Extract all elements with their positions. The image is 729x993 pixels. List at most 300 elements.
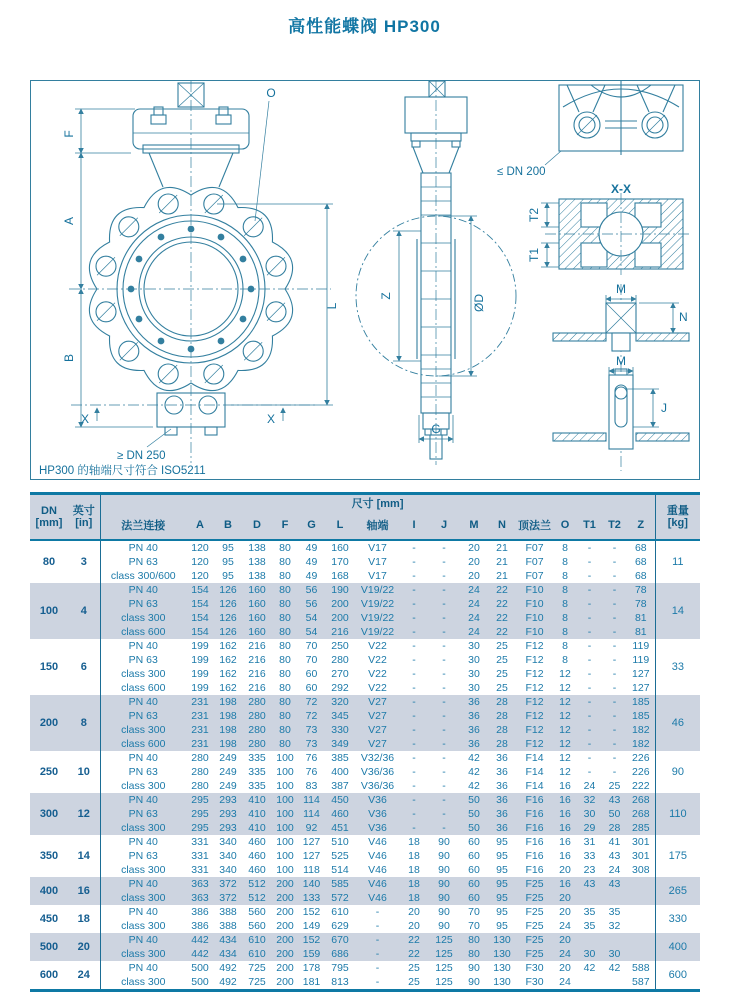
bolt-hole-tick (97, 303, 115, 321)
cell-value: 168 (331, 570, 349, 582)
cell-value: 133 (298, 891, 325, 905)
cell-value: - (442, 640, 446, 652)
cell-value: 36 (488, 807, 516, 821)
cell-value: 29 (577, 821, 602, 835)
cell-value: 95 (222, 570, 234, 582)
cell-value: 20 (468, 542, 480, 554)
cell-flange-connection: class 300 (100, 667, 186, 681)
cell-value: - (612, 542, 617, 554)
cell-flange-connection: class 300/600 (100, 569, 186, 583)
cell-value: 50 (602, 807, 627, 821)
cell-inch: 12 (68, 793, 100, 835)
cell-value: - (587, 556, 592, 568)
cell-value: 280 (242, 723, 272, 737)
cell-value: 127 (632, 682, 650, 694)
cell-value: 199 (191, 668, 209, 680)
cell-flange-connection: PN 63 (100, 597, 186, 611)
cell-value (577, 891, 602, 905)
cell-value: 610 (331, 906, 349, 918)
cell-flange-connection: class 300 (100, 947, 186, 961)
cell-inch: 6 (80, 661, 87, 673)
cell-value: 24 (460, 597, 488, 611)
bolt-hole-tick (267, 257, 285, 275)
cell-value: 185 (627, 695, 655, 709)
cell-value: 22 (488, 597, 516, 611)
cell-value: 18 (408, 836, 420, 848)
table-row (30, 723, 700, 737)
cell-value: 159 (298, 947, 325, 961)
cell-value: 120 (191, 570, 209, 582)
cell-value: 90 (428, 891, 460, 905)
col-header-d: D (242, 511, 272, 540)
cell-flange-connection: PN 40 (100, 793, 186, 807)
cell-value: - (400, 723, 428, 737)
cell-flange-connection: class 600 (100, 681, 186, 695)
cell-flange-connection: PN 40 (100, 877, 186, 891)
cell-value: 154 (186, 611, 214, 625)
cell-flange-connection: PN 40 (100, 751, 186, 765)
cell-value: 178 (302, 962, 321, 974)
cell-value: 95 (496, 864, 508, 876)
cell-value: 35 (583, 920, 596, 932)
col-header-weight: 重量 [kg] (655, 494, 700, 541)
table-row (30, 863, 700, 877)
cell-flange-connection: PN 40 (100, 905, 186, 919)
cell-value: V17 (368, 556, 387, 568)
col-header-size-mm: 尺寸 [mm] (100, 494, 655, 512)
col-header-l: L (325, 511, 355, 540)
cell-value: 216 (248, 654, 266, 666)
cell-value: F14 (525, 766, 544, 778)
cell-value: 154 (186, 583, 214, 597)
cell-value: 160 (242, 597, 272, 611)
cell-value: V22 (368, 654, 387, 666)
cell-value: 127 (632, 668, 650, 680)
cell-value: V22 (368, 668, 387, 680)
cell-value: 60 (460, 877, 488, 891)
cell-value: 20 (553, 891, 577, 905)
col-header-t1: T1 (577, 511, 602, 540)
cell-value: - (375, 920, 380, 932)
cell-value: V17 (368, 570, 387, 582)
shaft-detail-n (553, 282, 689, 357)
technical-drawing-panel (30, 80, 700, 480)
cell-value: - (577, 709, 602, 723)
cell-value: 30 (602, 947, 627, 961)
cell-value: V22 (368, 640, 387, 652)
cell-value: 199 (191, 654, 209, 666)
seat-bolt-dot (158, 234, 165, 241)
bolt-hole-tick (267, 303, 285, 321)
cell-value: - (602, 723, 627, 737)
dim-label-dia-d: ØD (472, 294, 486, 312)
seat-bolt-dot (248, 286, 255, 293)
cell-value: 125 (435, 976, 453, 988)
cell-value: 270 (331, 668, 349, 680)
cell-value: 387 (331, 780, 349, 792)
cell-value: - (428, 723, 460, 737)
section-xx (527, 182, 691, 275)
cell-value: 25 (496, 682, 508, 694)
valve-drawing (31, 81, 698, 478)
cell-value: - (612, 682, 617, 694)
cell-value: 331 (191, 850, 209, 862)
cell-value: 385 (331, 752, 349, 764)
cell-value: 725 (248, 976, 266, 988)
cell-value: 280 (331, 654, 349, 666)
cell-dn: 300 (30, 793, 68, 835)
cell-value: 126 (214, 625, 242, 639)
cell-value: 90 (438, 836, 450, 848)
cell-value: 68 (634, 556, 647, 568)
cell-value: 28 (488, 695, 516, 709)
cell-value: F25 (525, 920, 544, 932)
cell-value: 514 (331, 864, 349, 876)
cell-value: 22 (488, 583, 516, 597)
section-mark-x-right: X (266, 412, 276, 426)
cell-flange-connection: PN 40 (100, 933, 186, 947)
cell-value: 81 (627, 625, 655, 639)
cell-value: - (400, 807, 428, 821)
cell-value: 41 (608, 836, 621, 848)
col-header-o: O (553, 511, 577, 540)
cell-value: 54 (298, 611, 325, 625)
cell-value: F25 (516, 891, 553, 905)
cell-value: 21 (496, 542, 508, 554)
cell-value: 500 (191, 962, 209, 974)
cell-weight: 33 (655, 639, 700, 695)
cell-value: - (400, 737, 428, 751)
cell-value: 335 (248, 780, 266, 792)
cell-value: 8 (553, 583, 577, 597)
cell-flange-connection: PN 63 (100, 555, 186, 569)
cell-value: 190 (325, 583, 355, 597)
cell-dn: 450 (39, 913, 59, 925)
cell-value: 450 (325, 793, 355, 807)
cell-value: 73 (298, 737, 325, 751)
cell-value: 492 (219, 962, 237, 974)
cell-value: 400 (331, 766, 349, 778)
cell-value: 20 (468, 570, 480, 582)
cell-value: F16 (516, 793, 553, 807)
front-view (39, 81, 339, 477)
cell-value: - (412, 766, 416, 778)
table-row (30, 849, 700, 863)
cell-value: 512 (242, 891, 272, 905)
cell-value: - (428, 611, 460, 625)
cell-value: V46 (355, 891, 400, 905)
cell-value: - (355, 947, 400, 961)
cell-value: 200 (276, 920, 294, 932)
cell-value: 80 (272, 597, 298, 611)
cell-value: 182 (627, 737, 655, 751)
cell-value: 114 (298, 793, 325, 807)
cell-value: 125 (428, 947, 460, 961)
cell-value: 200 (276, 976, 294, 988)
note-dn250: ≥ DN 250 (117, 450, 166, 462)
cell-flange-connection: PN 63 (100, 709, 186, 723)
cell-flange-connection: class 300 (100, 779, 186, 793)
cell-value: 80 (460, 947, 488, 961)
cell-value: 56 (298, 597, 325, 611)
cell-value: 70 (468, 920, 480, 932)
cell-value: 162 (219, 682, 237, 694)
cell-value: 268 (627, 807, 655, 821)
cell-value: 250 (331, 640, 349, 652)
cell-value: V19/22 (355, 597, 400, 611)
cell-inch: 10 (77, 766, 90, 778)
col-header-topflange: 顶法兰 (516, 511, 553, 540)
cell-value: 25 (496, 640, 508, 652)
lug-detail (497, 81, 683, 178)
cell-flange-connection: PN 40 (100, 695, 186, 709)
cell-value: V27 (355, 709, 400, 723)
table-row (30, 793, 700, 807)
cell-value: 95 (488, 877, 516, 891)
table-row (30, 639, 700, 653)
dim-label-b: B (62, 353, 76, 363)
table-row (30, 751, 700, 765)
col-header-b: B (214, 511, 242, 540)
cell-value: 280 (242, 709, 272, 723)
cell-flange-connection: PN 40 (100, 583, 186, 597)
cell-value: 126 (214, 597, 242, 611)
cell-value: 8 (553, 597, 577, 611)
cell-value (627, 947, 655, 961)
dim-label-g: G (431, 422, 441, 436)
cell-value: 345 (325, 709, 355, 723)
cell-value: - (442, 752, 446, 764)
cell-value: - (412, 682, 416, 694)
cell-value: 80 (272, 611, 298, 625)
cell-value: 24 (460, 583, 488, 597)
cell-value: 23 (583, 864, 596, 876)
cell-value: 410 (242, 807, 272, 821)
cell-value: 56 (298, 583, 325, 597)
dim-label-t1: T1 (527, 247, 541, 263)
cell-weight: 400 (655, 933, 700, 961)
cell-value: 152 (302, 906, 321, 918)
section-title-xx: X-X (610, 182, 632, 196)
cell-value: - (442, 682, 446, 694)
bolt-hole-tick (244, 218, 262, 236)
table-row (30, 667, 700, 681)
cell-value: - (412, 556, 416, 568)
cell-value: 22 (400, 933, 428, 947)
cell-value: 90 (468, 962, 480, 974)
cell-value: 81 (627, 611, 655, 625)
cell-value: 21 (496, 570, 508, 582)
cell-value: - (428, 597, 460, 611)
cell-value: 154 (186, 625, 214, 639)
cell-value: - (602, 597, 627, 611)
cell-value: 372 (214, 877, 242, 891)
cell-value: 43 (602, 877, 627, 891)
cell-value: 280 (191, 752, 209, 764)
cell-inch: 16 (68, 877, 100, 905)
cell-value: 42 (583, 962, 596, 974)
cell-value: 12 (553, 723, 577, 737)
cell-value: 138 (248, 570, 266, 582)
cell-value: - (602, 709, 627, 723)
cell-value: 25 (496, 668, 508, 680)
cell-value: - (375, 962, 380, 974)
dimension-table-wrap (30, 492, 700, 992)
dim-label-a: A (62, 216, 76, 226)
cell-value: 95 (488, 891, 516, 905)
cell-value: 70 (305, 640, 318, 652)
cell-value: 70 (468, 906, 480, 918)
cell-value: 78 (627, 597, 655, 611)
cell-value: 198 (214, 709, 242, 723)
cell-value: 386 (191, 906, 209, 918)
cell-value: 12 (559, 668, 571, 680)
cell-value: 198 (214, 695, 242, 709)
cell-value: 231 (186, 709, 214, 723)
cell-dn: 150 (39, 661, 59, 673)
cell-value: 30 (468, 654, 480, 666)
table-row (30, 611, 700, 625)
cell-value: - (428, 807, 460, 821)
cell-value: - (428, 709, 460, 723)
cell-value: V36 (355, 807, 400, 821)
cell-value: 813 (331, 976, 349, 988)
col-header-a: A (186, 511, 214, 540)
cell-value: 363 (186, 877, 214, 891)
cell-value: 386 (191, 920, 209, 932)
cell-value: - (400, 625, 428, 639)
cell-value: F30 (525, 976, 544, 988)
cell-value: - (428, 695, 460, 709)
table-row (30, 821, 700, 835)
cell-value: 100 (276, 850, 294, 862)
cell-value: 372 (214, 891, 242, 905)
cell-value: - (428, 625, 460, 639)
dim-label-j: J (661, 401, 667, 415)
cell-value: 32 (577, 793, 602, 807)
cell-value: 36 (488, 821, 516, 835)
cell-value: V46 (368, 850, 387, 862)
cell-value: V19/22 (355, 611, 400, 625)
cell-value: 36 (488, 793, 516, 807)
cell-value: 335 (248, 752, 266, 764)
cell-value: - (400, 709, 428, 723)
cell-value: - (587, 542, 592, 554)
cell-value: 24 (460, 611, 488, 625)
cell-value: 24 (608, 864, 621, 876)
cell-value: 460 (325, 807, 355, 821)
cell-value: 32 (608, 920, 621, 932)
seat-bolt-dot (128, 286, 135, 293)
cell-value: 80 (272, 709, 298, 723)
cell-value: - (612, 640, 617, 652)
cell-value: - (442, 766, 446, 778)
cell-value: 80 (272, 737, 298, 751)
cell-value: 18 (408, 850, 420, 862)
cell-value: - (412, 570, 416, 582)
col-header-dn: DN [mm] (30, 494, 68, 541)
table-row (30, 540, 700, 555)
cell-value: - (400, 793, 428, 807)
col-header-t2: T2 (602, 511, 627, 540)
dimension-table (30, 492, 700, 992)
cell-value (627, 933, 655, 947)
cell-value: - (602, 625, 627, 639)
cell-value: - (587, 668, 592, 680)
cell-weight: 330 (655, 905, 700, 933)
cell-value: 8 (553, 625, 577, 639)
cell-value: - (602, 737, 627, 751)
cell-value: 308 (632, 864, 650, 876)
cell-value: 42 (468, 752, 480, 764)
cell-value: - (602, 583, 627, 597)
cell-value: 512 (242, 877, 272, 891)
table-row (30, 905, 700, 919)
cell-flange-connection: class 600 (100, 625, 186, 639)
cell-value: V22 (368, 682, 387, 694)
cell-value: - (612, 654, 617, 666)
cell-value: V36/36 (360, 780, 395, 792)
col-header-j: J (428, 511, 460, 540)
cell-value: 130 (493, 962, 511, 974)
cell-value: 120 (191, 556, 209, 568)
cell-value: - (577, 625, 602, 639)
cell-value: 33 (583, 850, 596, 862)
cell-value: 160 (242, 625, 272, 639)
cell-value: V46 (368, 836, 387, 848)
cell-value: 451 (325, 821, 355, 835)
cell-value: 292 (331, 682, 349, 694)
cell-value: 293 (214, 793, 242, 807)
cell-value: 125 (435, 962, 453, 974)
cell-flange-connection: PN 40 (100, 835, 186, 849)
bolt-hole-tick (205, 365, 223, 383)
cell-value: 80 (279, 542, 291, 554)
cell-value: - (587, 570, 592, 582)
cell-value: 162 (219, 640, 237, 652)
cell-value: 100 (276, 752, 294, 764)
cell-value: 12 (559, 682, 571, 694)
cell-inch: 18 (77, 913, 90, 925)
cell-value: 90 (428, 877, 460, 891)
cell-flange-connection: PN 63 (100, 807, 186, 821)
table-body (30, 540, 700, 991)
cell-value: 280 (242, 737, 272, 751)
cell-value: 610 (242, 933, 272, 947)
cell-value: - (587, 640, 592, 652)
cell-value: 25 (408, 976, 420, 988)
cell-value (602, 933, 627, 947)
cell-value: 72 (298, 695, 325, 709)
cell-value: 795 (331, 962, 349, 974)
cell-value: 120 (191, 542, 209, 554)
bolt-hole-tick (120, 342, 138, 360)
cell-value: - (612, 766, 617, 778)
cell-value: 170 (331, 556, 349, 568)
cell-value: 295 (186, 807, 214, 821)
cell-value: - (428, 821, 460, 835)
cell-value: - (400, 611, 428, 625)
cell-value: 28 (488, 709, 516, 723)
cell-value: 268 (627, 793, 655, 807)
cell-value: 73 (298, 723, 325, 737)
cell-value (577, 975, 602, 991)
cell-value: 95 (496, 850, 508, 862)
seat-bolt-dot (136, 256, 143, 263)
col-header-g: G (298, 511, 325, 540)
cell-value: - (400, 695, 428, 709)
col-header-n: N (488, 511, 516, 540)
